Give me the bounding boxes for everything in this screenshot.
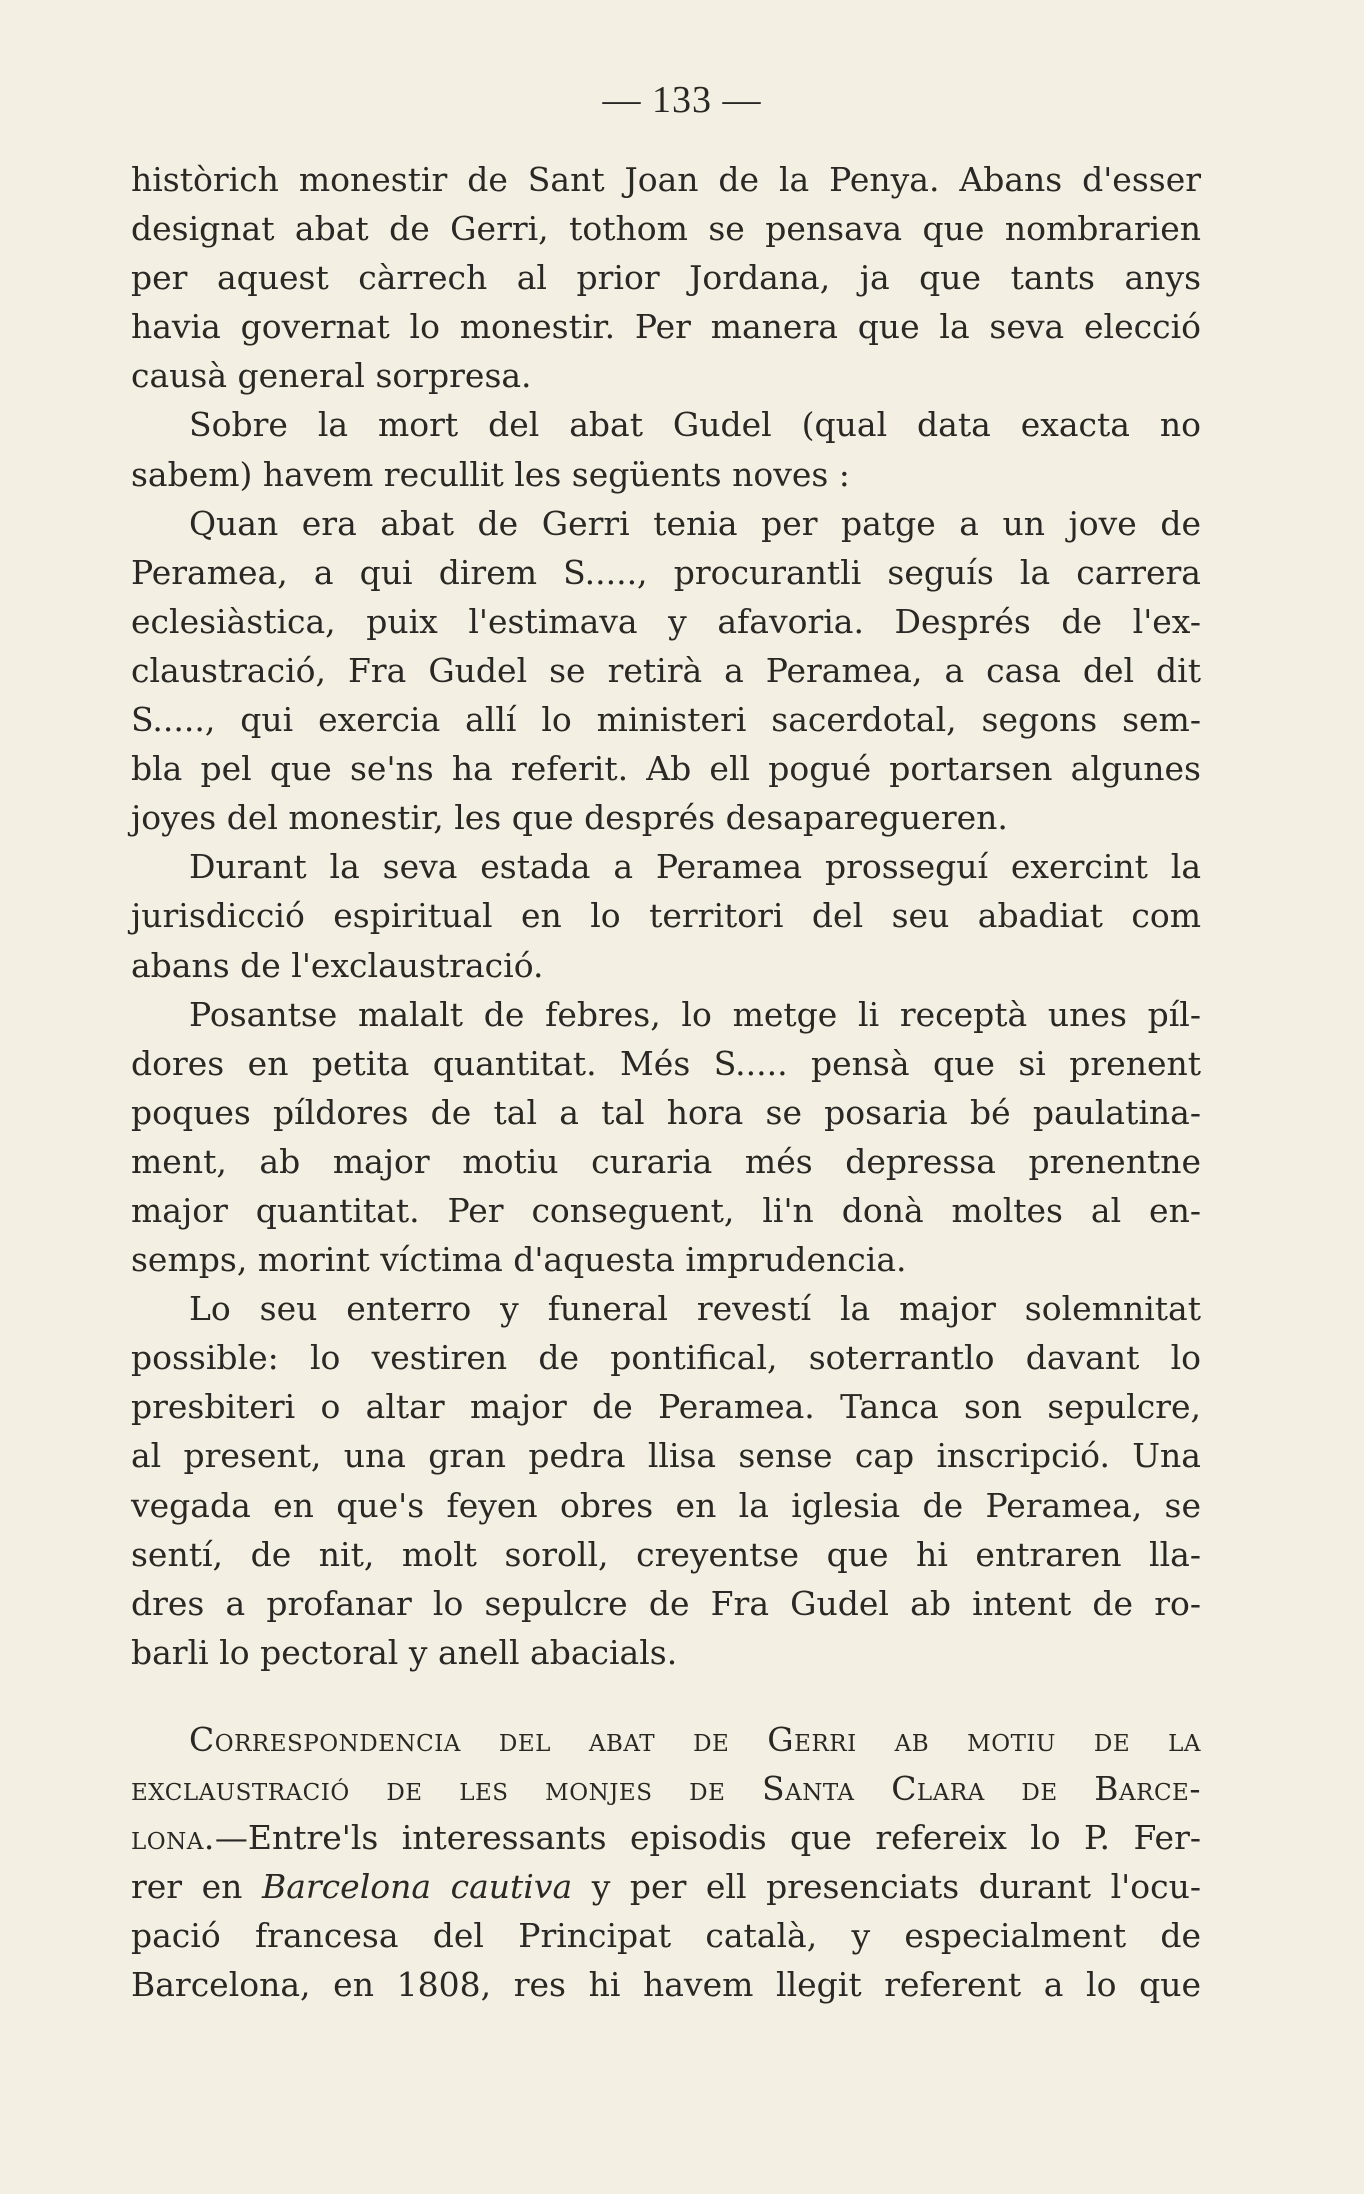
text-line: dres a profanar lo sepulcre de Fra Gudel ab intent de ro- <box>131 1583 1201 1623</box>
text-line: Posantse malalt de febres, lo metge li receptà unes píl- <box>189 994 1201 1034</box>
text-line: al present, una gran pedra llisa sense cap inscripció. Una <box>131 1436 1201 1476</box>
text-line: abans de l'exclaustració. <box>131 945 544 985</box>
section-text: —Entre'ls interessants episodis que refereix lo P. Fer- <box>214 1818 1201 1858</box>
section-text: rer en <box>131 1867 262 1907</box>
text-line: Durant la seva estada a Peramea prosseguí exercint la <box>189 847 1201 887</box>
text-line: havia governat lo monestir. Per manera que la seva elecció <box>131 307 1201 347</box>
section-text-line <box>131 1862 1201 1911</box>
text-line: sabem) havem recullit les següents noves : <box>131 454 850 494</box>
text-line: causà general sorpresa. <box>131 356 532 396</box>
text-line: Quan era abat de Gerri tenia per patge a un jove de <box>189 503 1201 543</box>
main-paragraphs <box>131 155 1201 1677</box>
section-heading-end: lona. <box>131 1818 215 1858</box>
section-heading-line: Correspondencia del abat de Gerri ab motiu de la <box>189 1720 1201 1759</box>
section-correspondencia <box>131 1715 1201 2010</box>
text-line: per aquest càrrech al prior Jordana, ja que tants anys <box>131 258 1201 298</box>
section-heading-line: exclaustració de les monjes de Santa Clara de Barce- <box>131 1769 1201 1809</box>
section-text-line <box>131 1813 1201 1862</box>
text-line: S....., qui exercia allí lo ministeri sacerdotal, segons sem- <box>131 700 1201 740</box>
text-line: jurisdicció espiritual en lo territori del seu abadiat com <box>131 896 1201 936</box>
text-line: possible: lo vestiren de pontifical, soterrantlo davant lo <box>131 1338 1201 1378</box>
text-line: dores en petita quantitat. Més S..... pensà que si prenent <box>131 1043 1201 1083</box>
text-line: històrich monestir de Sant Joan de la Penya. Abans d'esser <box>131 160 1201 199</box>
text-line: semps, morint víctima d'aquesta imprudencia. <box>131 1240 907 1280</box>
section-text-line: Barcelona, en 1808, res hi havem llegit referent a lo que <box>131 1965 1201 2005</box>
text-line: eclesiàstica, puix l'estimava y afavoria. Després de l'ex- <box>131 601 1201 641</box>
book-title: Barcelona cautiva <box>261 1867 573 1907</box>
page-number: — 133 — <box>602 79 762 121</box>
text-line: sentí, de nit, molt soroll, creyentse que hi entraren lla- <box>131 1534 1201 1574</box>
text-line: claustració, Fra Gudel se retirà a Peramea, a casa del dit <box>131 650 1201 690</box>
text-line: poques píldores de tal a tal hora se posaria bé paulatina- <box>131 1092 1201 1132</box>
text-line: Sobre la mort del abat Gudel (qual data exacta no <box>189 405 1201 445</box>
text-line: bla pel que se'ns ha referit. Ab ell pogué portarsen algunes <box>131 749 1201 789</box>
text-line: vegada en que's feyen obres en la iglesia de Peramea, se <box>131 1485 1201 1525</box>
text-line: Peramea, a qui direm S....., procurantli seguís la carrera <box>131 552 1201 592</box>
text-line: Lo seu enterro y funeral revestí la major solemnitat <box>189 1289 1201 1329</box>
section-text-line: pació francesa del Principat català, y especialment de <box>131 1916 1201 1956</box>
text-line: joyes del monestir, les que després desaparegueren. <box>131 798 1008 838</box>
text-line: major quantitat. Per conseguent, li'n donà moltes al en- <box>131 1190 1201 1230</box>
text-line: barli lo pectoral y anell abacials. <box>131 1632 678 1672</box>
text-line: presbiteri o altar major de Peramea. Tanca son sepulcre, <box>131 1387 1201 1427</box>
text-line: ment, ab major motiu curaria més depressa prenentne <box>131 1141 1201 1181</box>
section-text: y per ell presenciats durant l'ocu- <box>572 1867 1201 1907</box>
text-line: designat abat de Gerri, tothom se pensava que nombrarien <box>131 209 1201 249</box>
